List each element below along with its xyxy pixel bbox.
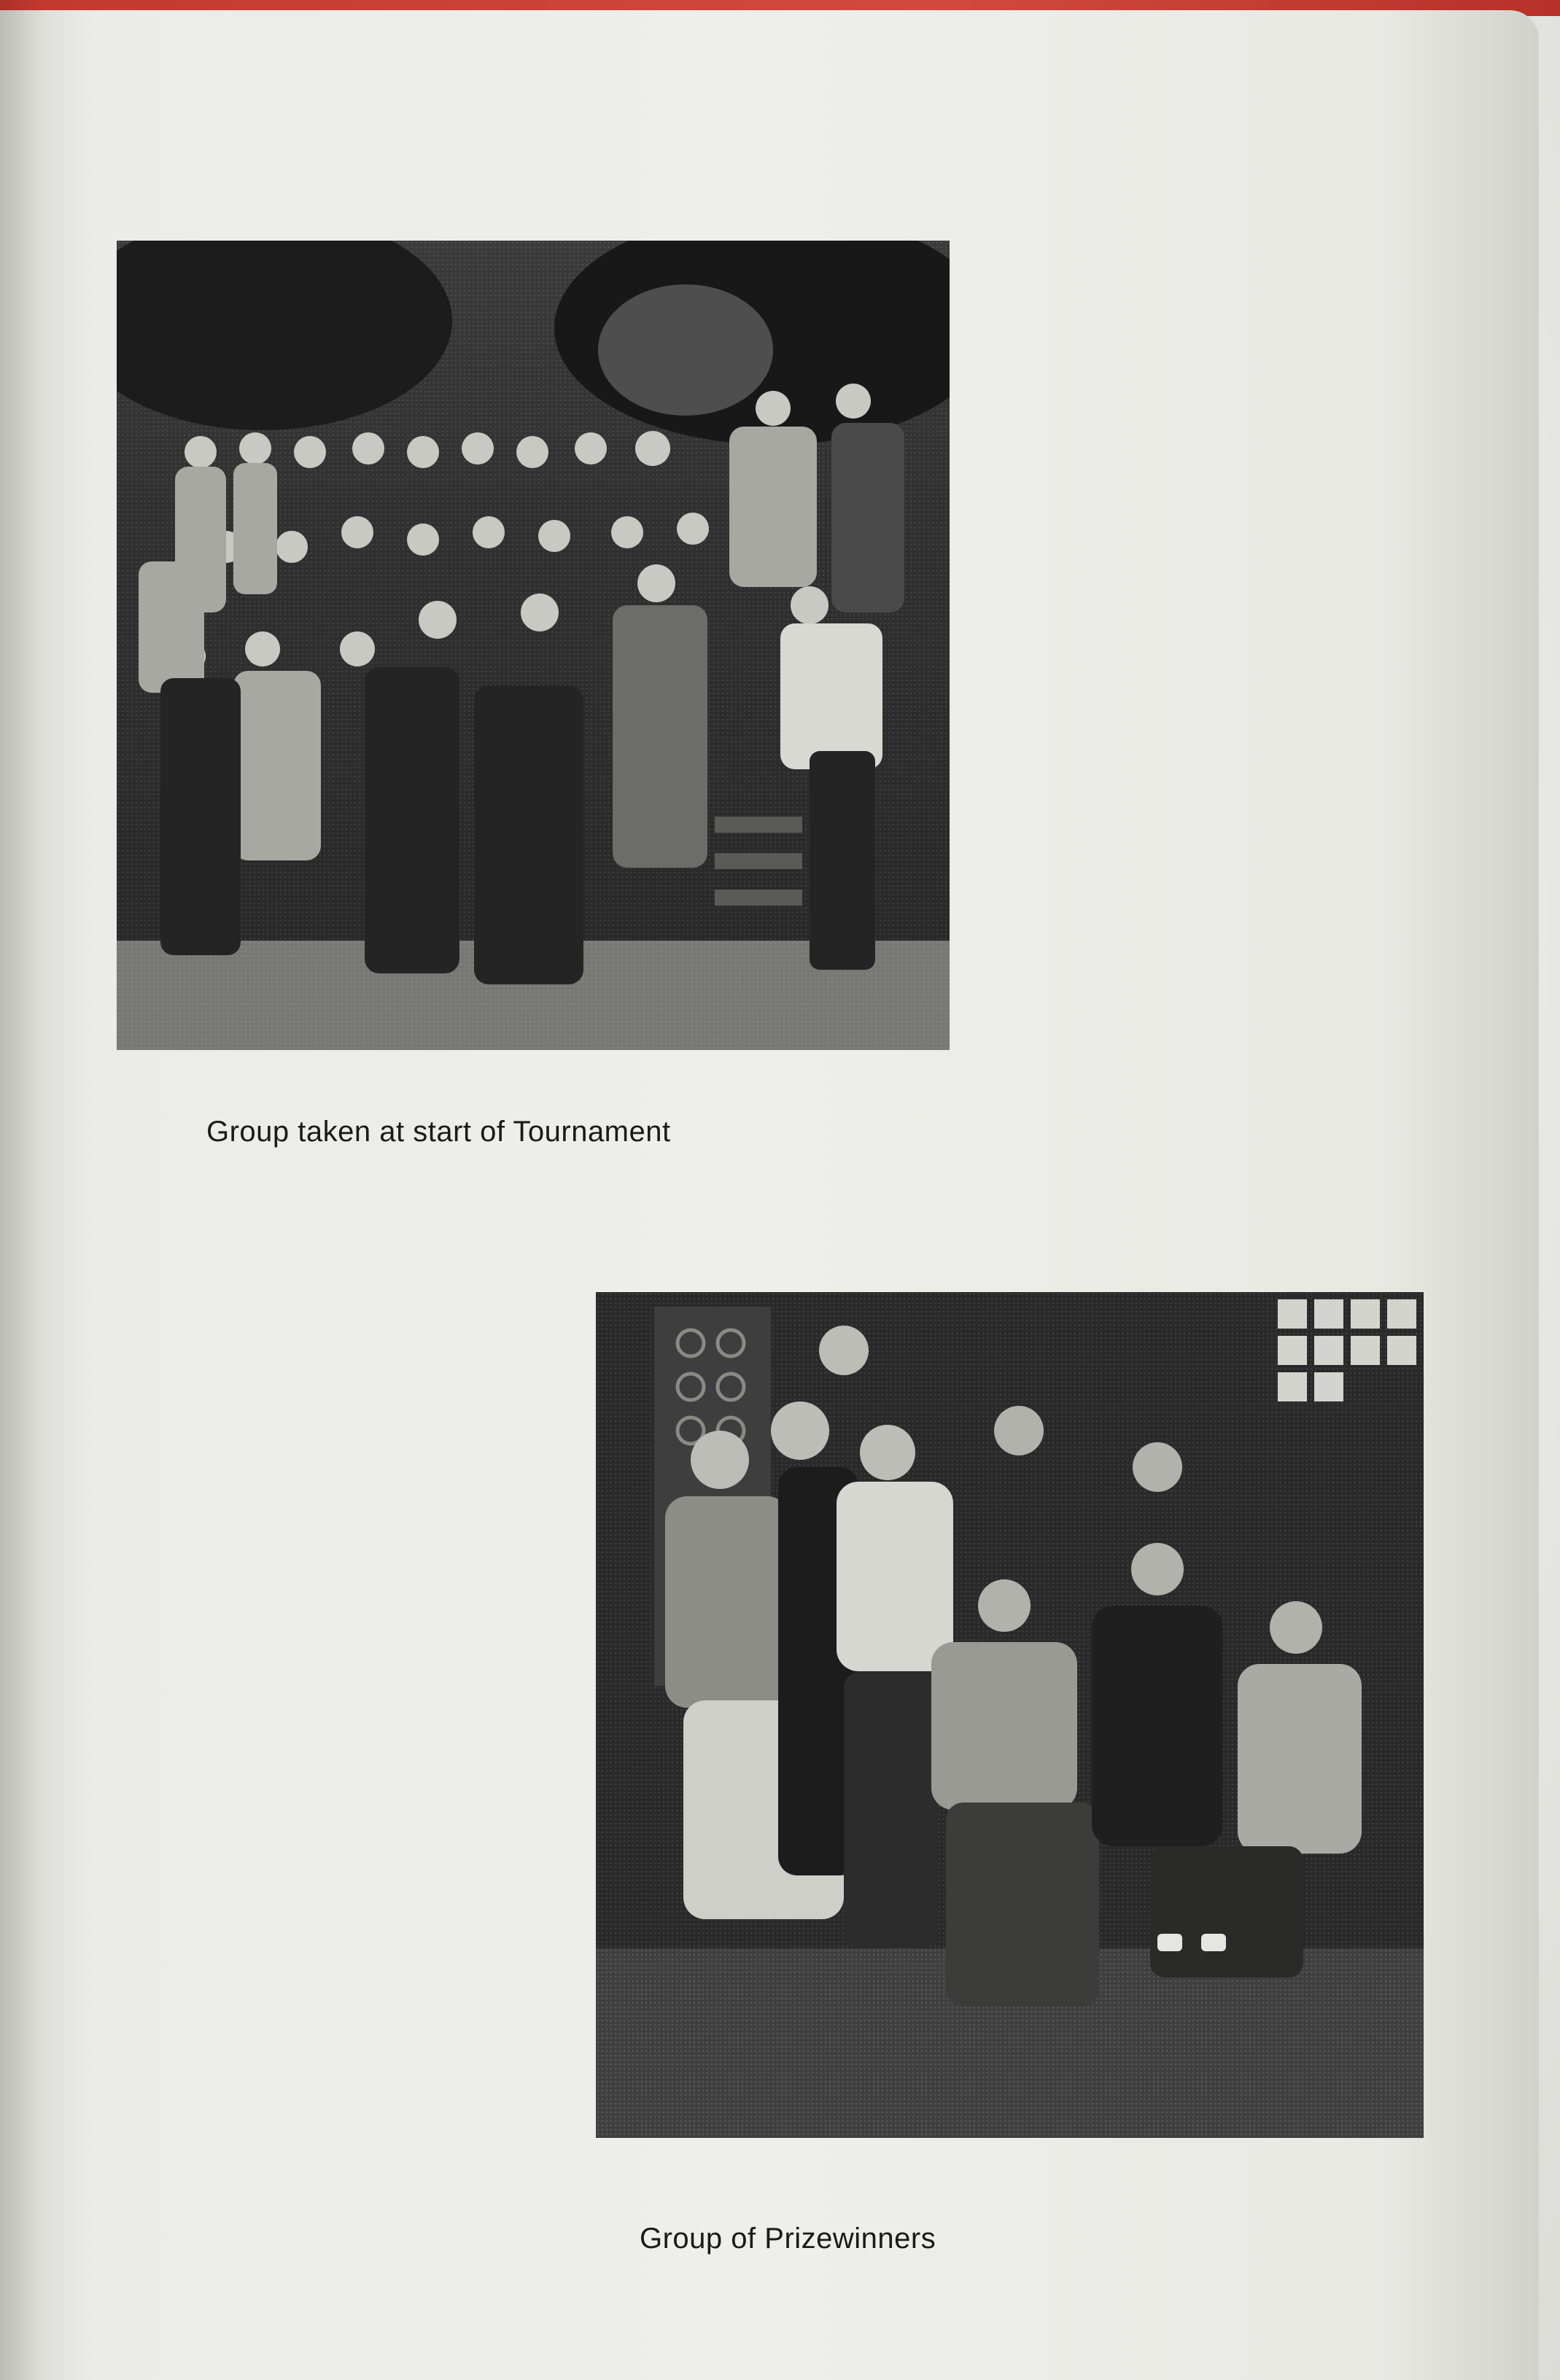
spine-shadow [0,0,44,2380]
group-photo-start-of-tournament [117,241,950,1050]
group-photo-prizewinners [596,1292,1424,2138]
caption-prizewinners: Group of Prizewinners [640,2222,936,2255]
caption-start-of-tournament: Group taken at start of Tournament [206,1116,671,1148]
